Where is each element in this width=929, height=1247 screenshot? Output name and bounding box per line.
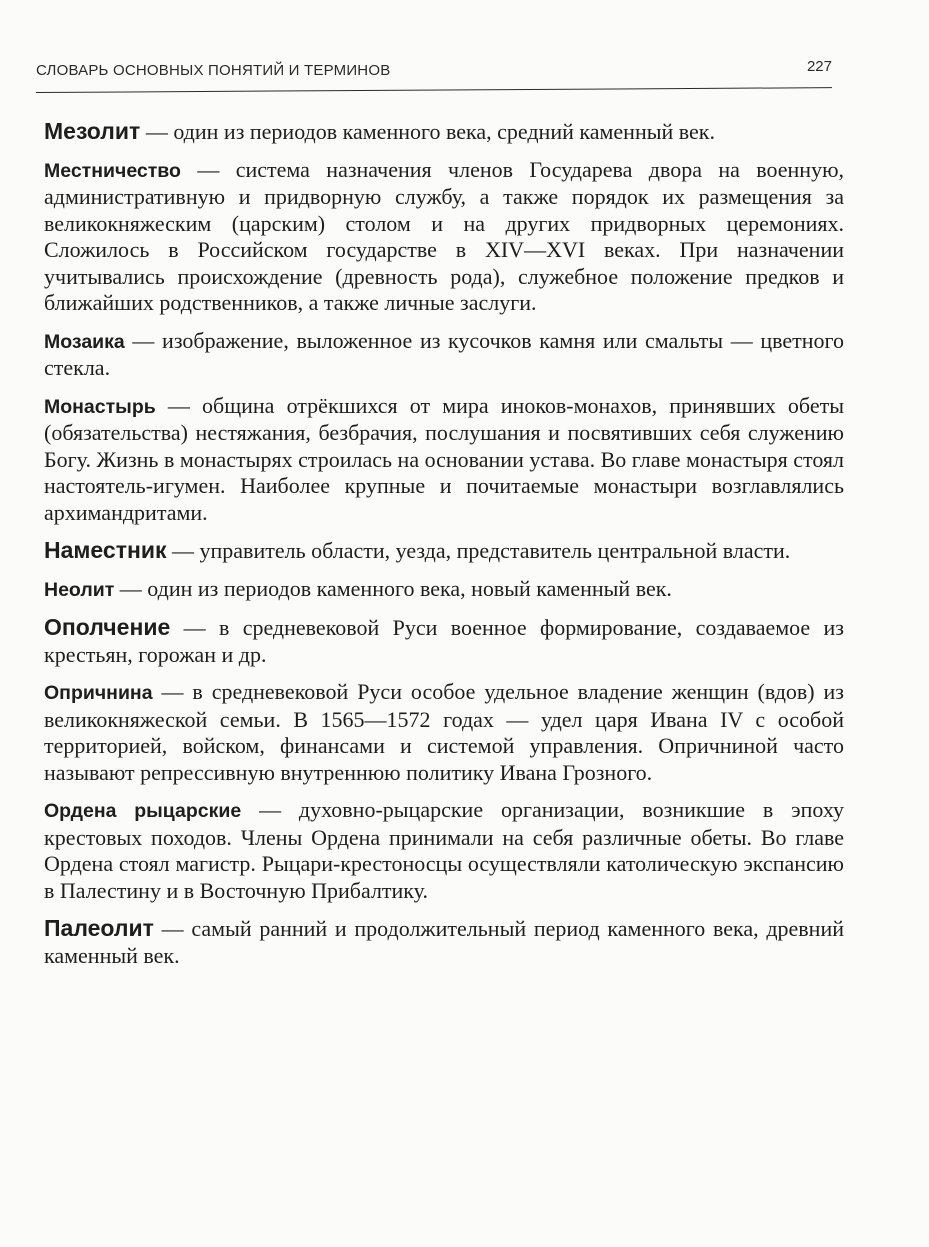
glossary-entry-monastyr [44, 393, 844, 527]
term-namestnik: Наместник [44, 537, 167, 563]
term-mozaika: Мозаика [44, 330, 125, 353]
term-monastyr: Монастырь [44, 395, 156, 418]
glossary-entry-paleolit [44, 915, 844, 969]
glossary-entry-mozaika [44, 328, 844, 382]
term-ordena: Ордена рыцарские [44, 800, 242, 822]
term-mestnichestvo: Местничество [44, 159, 181, 182]
term-oprichnina: Опричнина [44, 682, 153, 704]
glossary-entry-oprichnina [44, 679, 844, 786]
definition-monastyr: — община отрёкшихся от мира иноков-монахов, принявших обеты (обязательства) нестяжания, безбрачия, послушания и посвятивших себя служению Богу. Жизнь в монастырях строилась на основании устава. Во главе монастыря стоял настоятель-игумен. Наиболее крупные и почитаемые монастыри возглавлялись архимандритами. [44, 392, 844, 525]
glossary-entry-namestnik [44, 537, 844, 565]
definition-ordena: — духовно-рыцарские организации, возникшие в эпоху крестовых походов. Члены Ордена принимали на себя различные обеты. Во главе Ордена стоял магистр. Рыцари-крестоносцы осуществляли католическую экспансию в Палестину и в Восточную Прибалтику. [44, 797, 844, 903]
glossary-entry-mezolit [44, 118, 844, 146]
definition-mozaika: — изображение, выложенное из кусочков камня или смальты — цветного стекла. [44, 327, 844, 380]
definition-oprichnina: — в средневековой Руси особое удельное владение женщин (вдов) из великокняжеской семьи. В 1565—1572 годах — удел царя Ивана IV с особой территорией, войском, финансами и системой управления. Опричниной часто называют репрессивную внутреннюю политику Ивана Грозного. [44, 679, 844, 785]
glossary-entry-neolit [44, 576, 844, 604]
term-neolit: Неолит [44, 578, 115, 601]
header-rule [36, 87, 832, 93]
definition-neolit: — один из периодов каменного века, новый каменный век. [114, 575, 672, 601]
term-paleolit: Палеолит [44, 915, 154, 941]
glossary-entry-mestnichestvo [44, 157, 844, 317]
running-title: СЛОВАРЬ ОСНОВНЫХ ПОНЯТИЙ И ТЕРМИНОВ [36, 62, 391, 79]
glossary-entry-opolchenie [44, 614, 844, 668]
glossary-list [44, 118, 844, 980]
definition-mestnichestvo: — система назначения членов Государева двора на военную, административную и придворную службу, а также порядок их размещения за великокняжеским (царским) столом и на других придворных церемониях. Сложилось в Российском государстве в XIV—XVI веках. При назначении учитывались происхождение (древность рода), служебное положение предков и ближайших родственников, а также личные заслуги. [44, 156, 844, 315]
glossary-entry-ordena [44, 797, 844, 904]
page-number: 227 [806, 58, 832, 75]
definition-namestnik: — управитель области, уезда, представитель центральной власти. [166, 538, 791, 563]
definition-opolchenie: — в средневековой Руси военное формирование, создаваемое из крестьян, горожан и др. [44, 615, 844, 667]
term-mezolit: Мезолит [44, 118, 141, 144]
term-opolchenie: Ополчение [44, 614, 171, 640]
definition-mezolit: — один из периодов каменного века, средний каменный век. [140, 119, 715, 144]
definition-paleolit: — самый ранний и продолжительный период каменного века, древний каменный век. [44, 916, 844, 968]
